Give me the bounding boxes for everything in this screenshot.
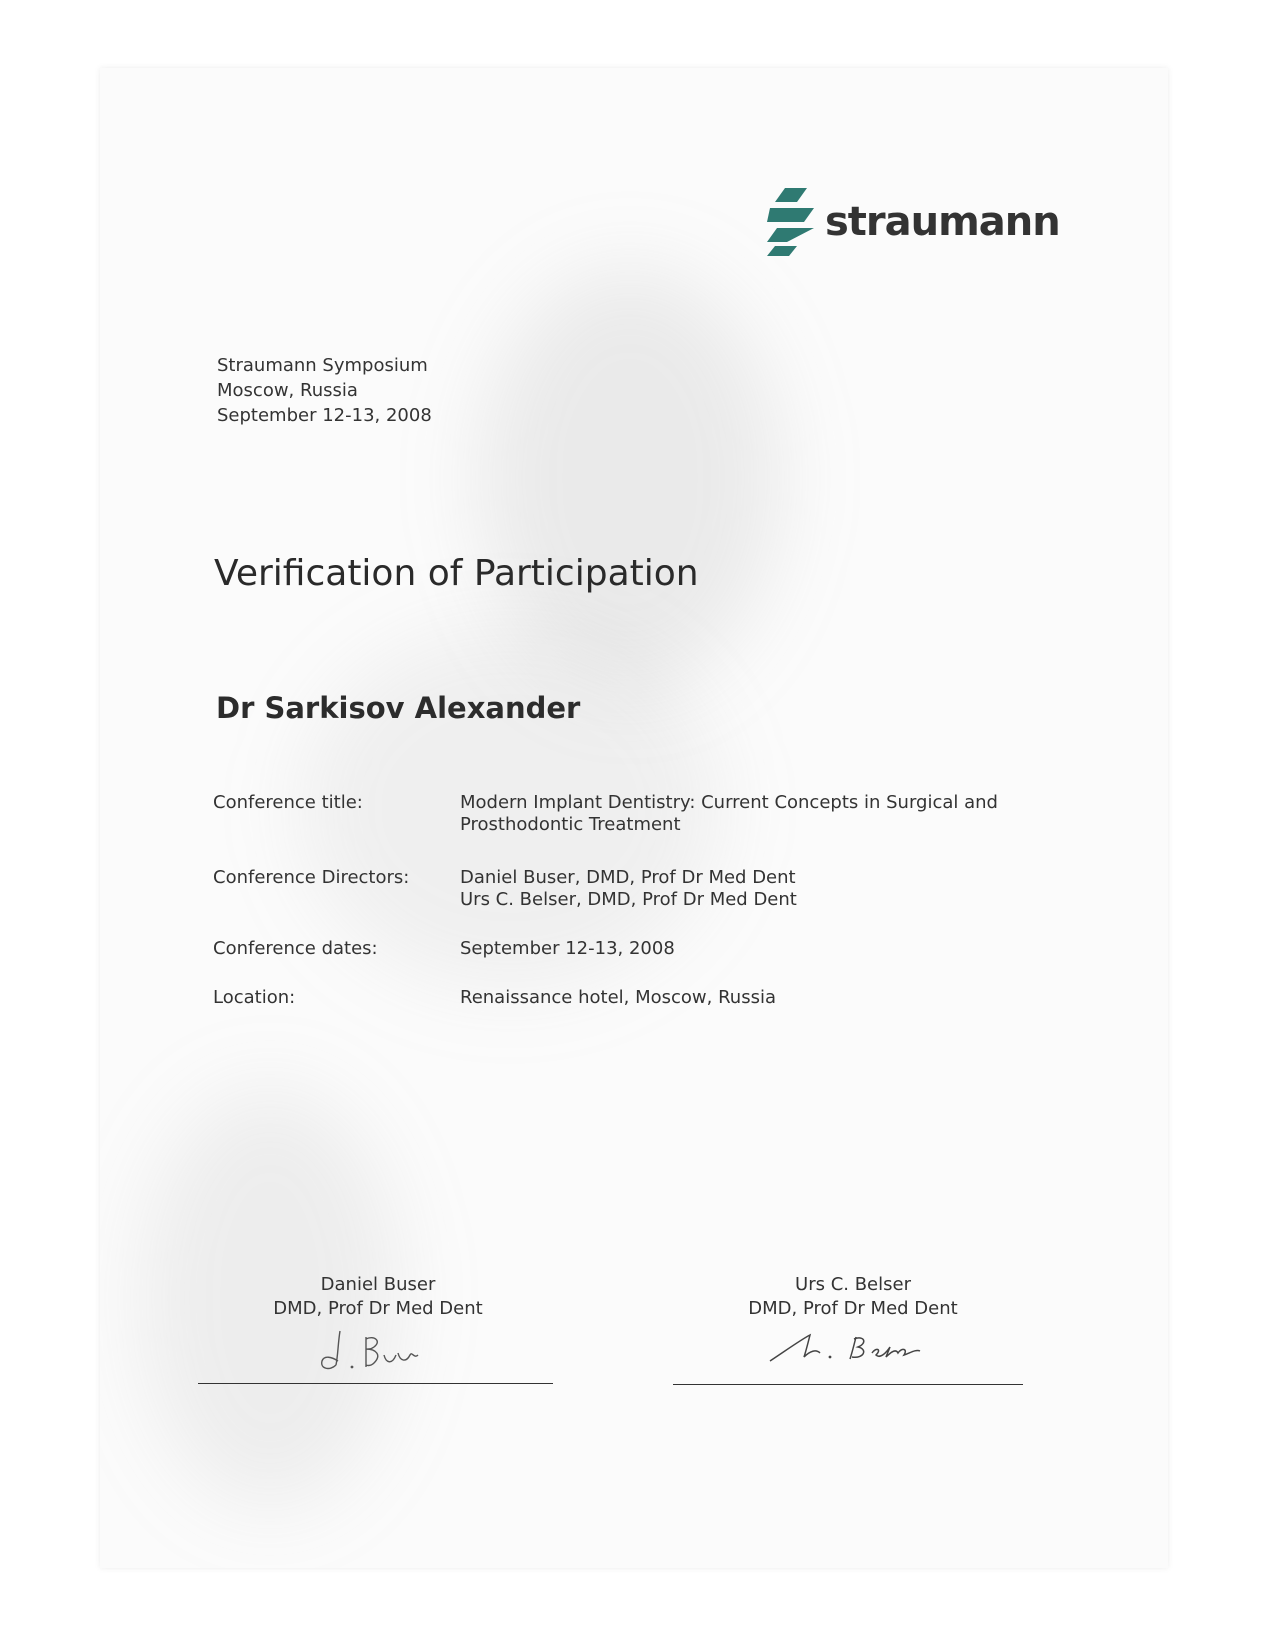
director-line: Urs C. Belser, DMD, Prof Dr Med Dent bbox=[460, 889, 797, 910]
logo-wordmark: straumann bbox=[825, 199, 1060, 245]
event-place: Moscow, Russia bbox=[217, 380, 358, 401]
signature-line bbox=[198, 1383, 553, 1384]
conference-title-row bbox=[213, 792, 1073, 836]
signatory-degree: DMD, Prof Dr Med Dent bbox=[748, 1298, 958, 1319]
straumann-logo-icon bbox=[767, 188, 817, 256]
location-value: Renaissance hotel, Moscow, Russia bbox=[460, 987, 776, 1008]
event-dates: September 12-13, 2008 bbox=[217, 405, 432, 426]
conference-directors-label: Conference Directors: bbox=[213, 867, 410, 888]
conference-dates-row bbox=[213, 938, 1073, 960]
signature-block-buser bbox=[200, 1273, 556, 1375]
location-label: Location: bbox=[213, 987, 296, 1008]
conference-directors-value bbox=[460, 867, 1073, 911]
certificate-page bbox=[100, 68, 1168, 1568]
conference-title-value bbox=[460, 792, 1073, 836]
conference-title-label: Conference title: bbox=[213, 792, 363, 813]
conference-title-line: Modern Implant Dentistry: Current Concepts in Surgical and bbox=[460, 792, 998, 813]
handwritten-signature bbox=[758, 1325, 948, 1369]
conference-dates-label: Conference dates: bbox=[213, 938, 378, 959]
straumann-logo bbox=[767, 188, 1060, 256]
location-row bbox=[213, 987, 1073, 1009]
director-line: Daniel Buser, DMD, Prof Dr Med Dent bbox=[460, 867, 796, 888]
conference-details bbox=[213, 792, 1073, 1009]
signatory-name: Urs C. Belser bbox=[795, 1274, 911, 1295]
conference-directors-row bbox=[213, 867, 1073, 911]
participant-name: Dr Sarkisov Alexander bbox=[216, 691, 581, 725]
document-title: Verification of Participation bbox=[214, 553, 699, 594]
handwritten-signature bbox=[308, 1325, 448, 1375]
signature-block-belser bbox=[675, 1273, 1031, 1369]
signatory-name: Daniel Buser bbox=[320, 1274, 436, 1295]
signatory-degree: DMD, Prof Dr Med Dent bbox=[273, 1298, 483, 1319]
event-info bbox=[217, 353, 432, 428]
signature-line bbox=[673, 1384, 1023, 1385]
scan-shadow bbox=[480, 268, 780, 688]
conference-title-line: Prosthodontic Treatment bbox=[460, 814, 681, 835]
event-name: Straumann Symposium bbox=[217, 355, 428, 376]
conference-dates-value: September 12-13, 2008 bbox=[460, 938, 675, 959]
